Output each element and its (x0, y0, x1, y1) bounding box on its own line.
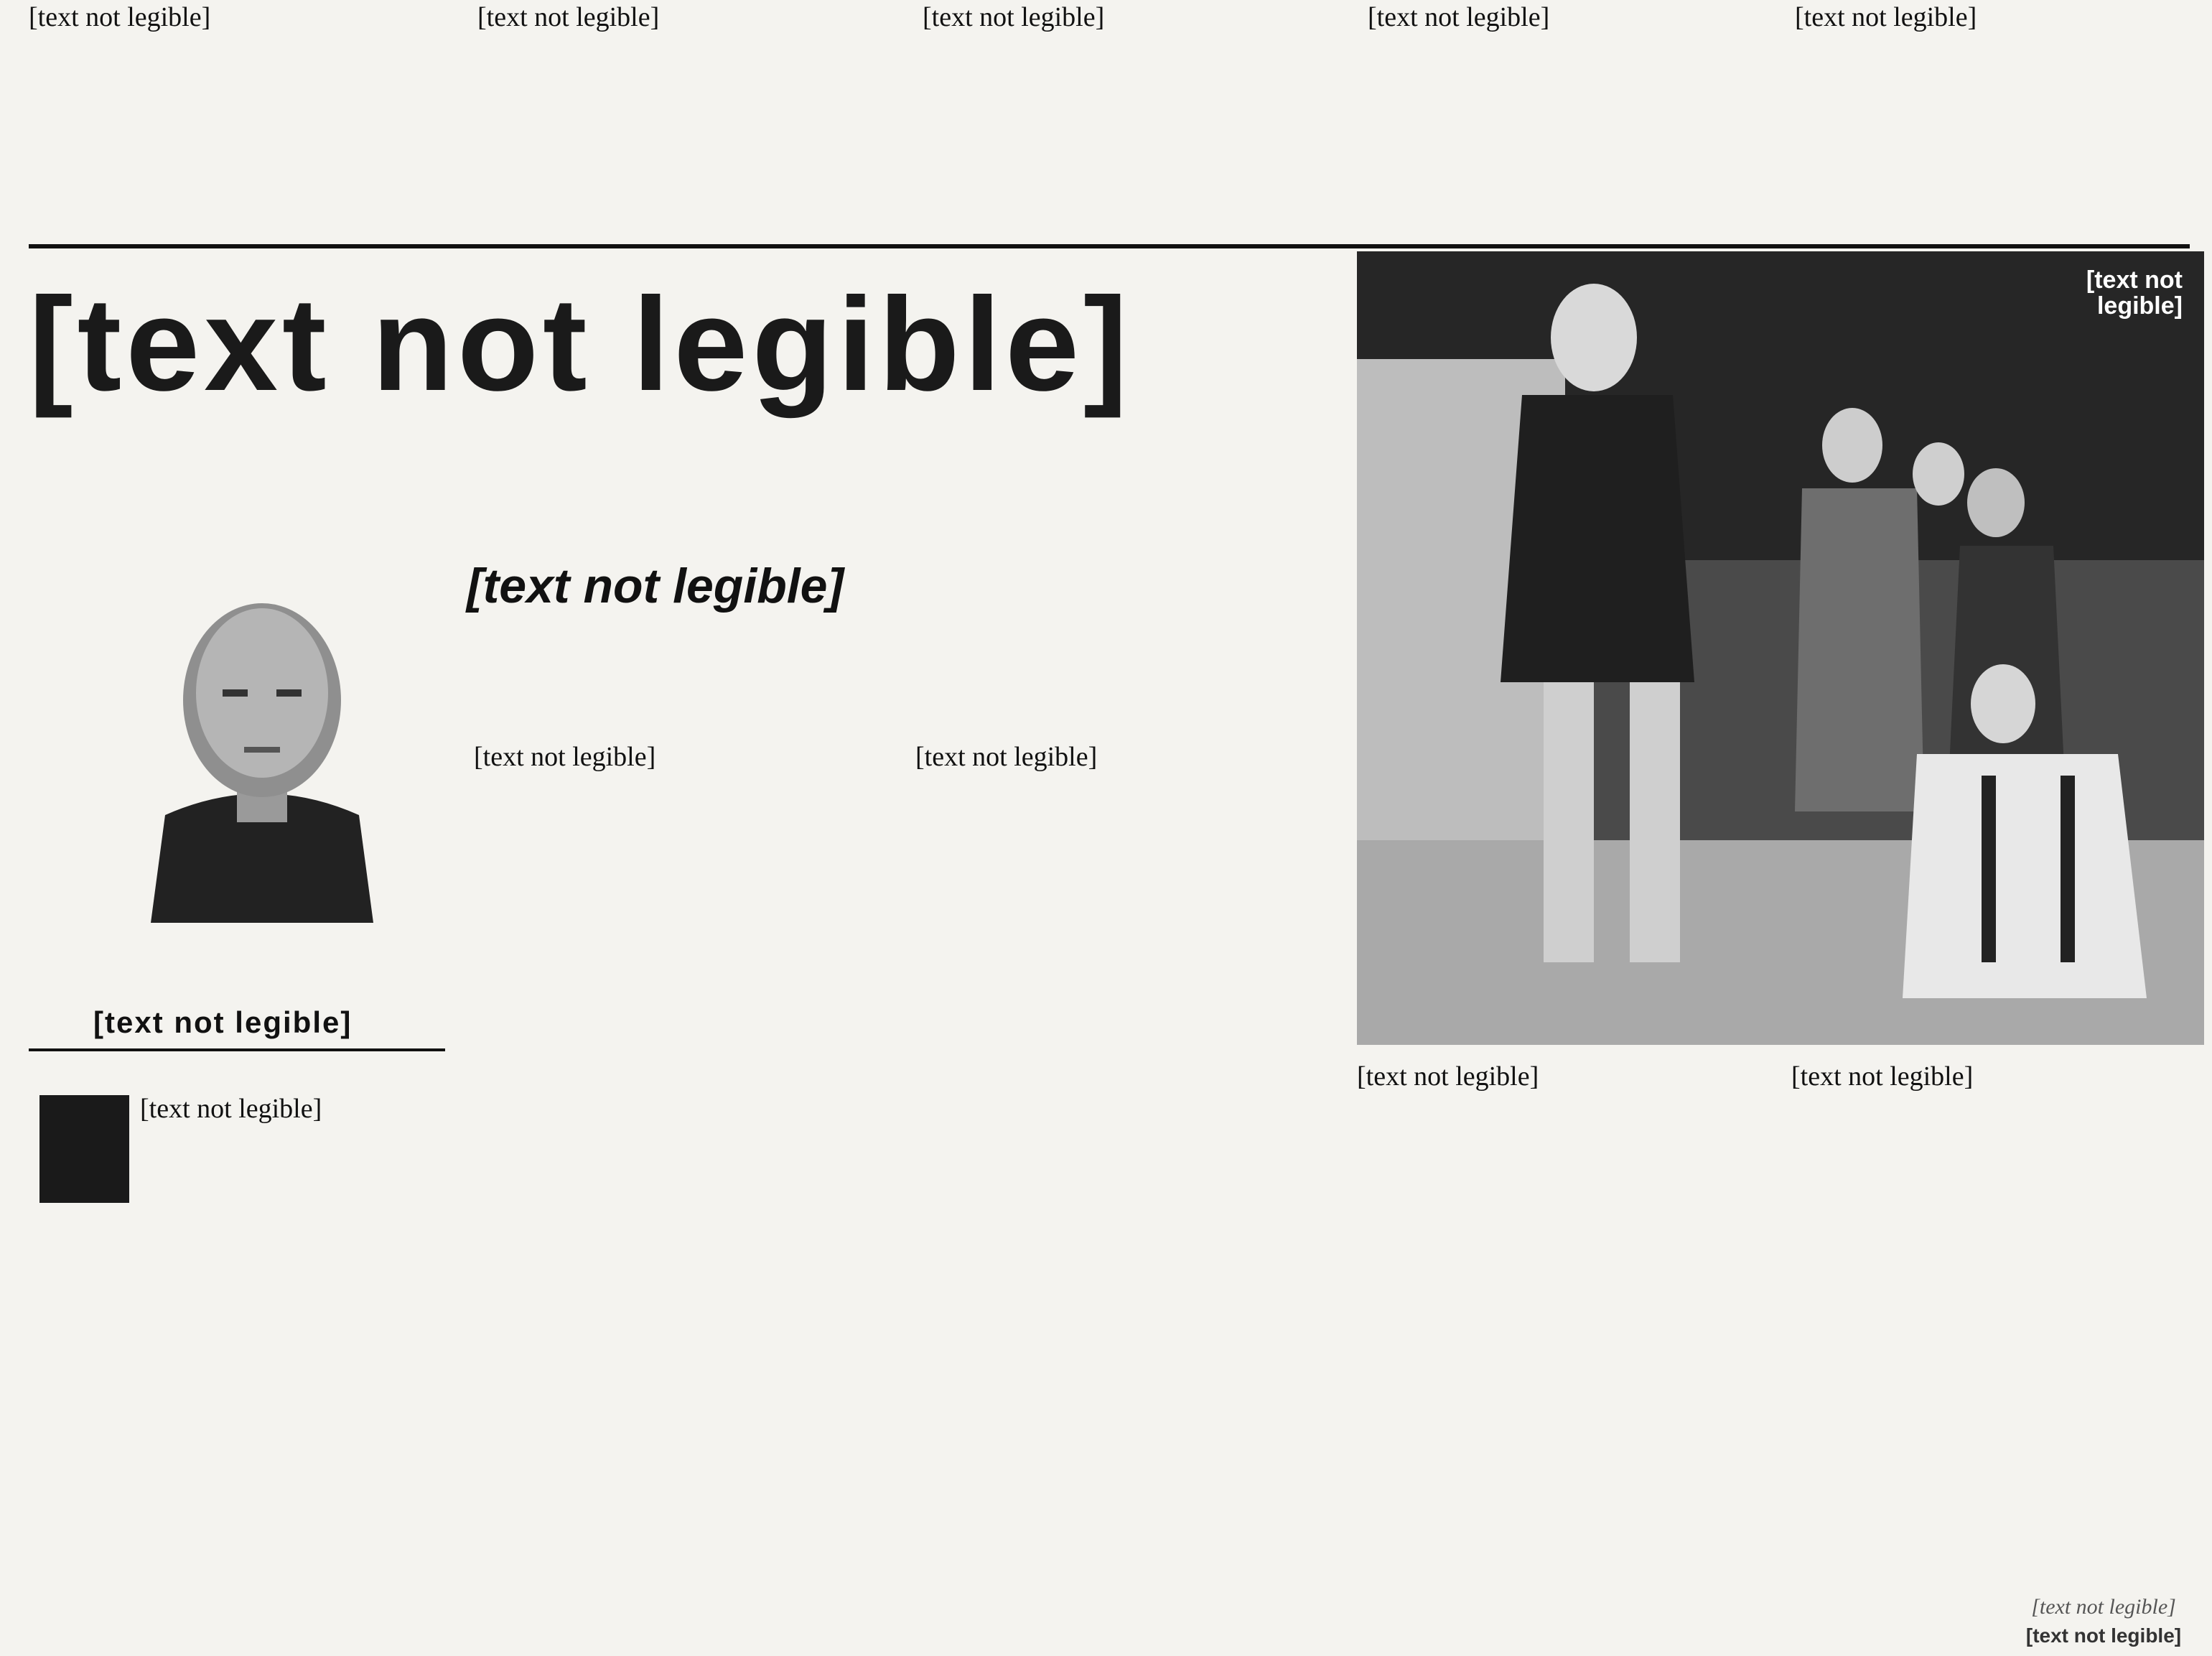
photo-credit: [text not legible] (2086, 266, 2183, 320)
top-column-1: [text not legible] (29, 2, 211, 32)
byline: [text not legible] (93, 1005, 353, 1039)
body-column-1: [text not legible] (140, 1094, 322, 1124)
body-column-3: [text not legible] (915, 742, 1098, 772)
body-column-2: [text not legible] (474, 742, 656, 772)
top-column-4: [text not legible] (1368, 2, 1550, 32)
headline: [text not legible] (29, 271, 1132, 419)
body-column-4: [text not legible] (1357, 1061, 1539, 1092)
section-divider (29, 244, 2190, 248)
stage-photo (1357, 251, 2204, 1045)
theater-logo (2025, 1591, 2183, 1648)
logo-line-1: [text not legible] (2031, 1595, 2176, 1619)
portrait-illustration (151, 557, 373, 923)
top-column-5: [text not legible] (1795, 2, 1977, 32)
body-column-5: [text not legible] (1791, 1061, 1974, 1092)
author-portrait (151, 557, 373, 923)
logo-line-2: [text not legible] (2025, 1624, 2182, 1647)
subheadline: [text not legible] (467, 559, 844, 613)
stage-photo-illustration (1357, 251, 2204, 1045)
top-column-2: [text not legible] (477, 2, 660, 32)
byline-rule (29, 1048, 445, 1051)
top-column-3: [text not legible] (923, 2, 1105, 32)
